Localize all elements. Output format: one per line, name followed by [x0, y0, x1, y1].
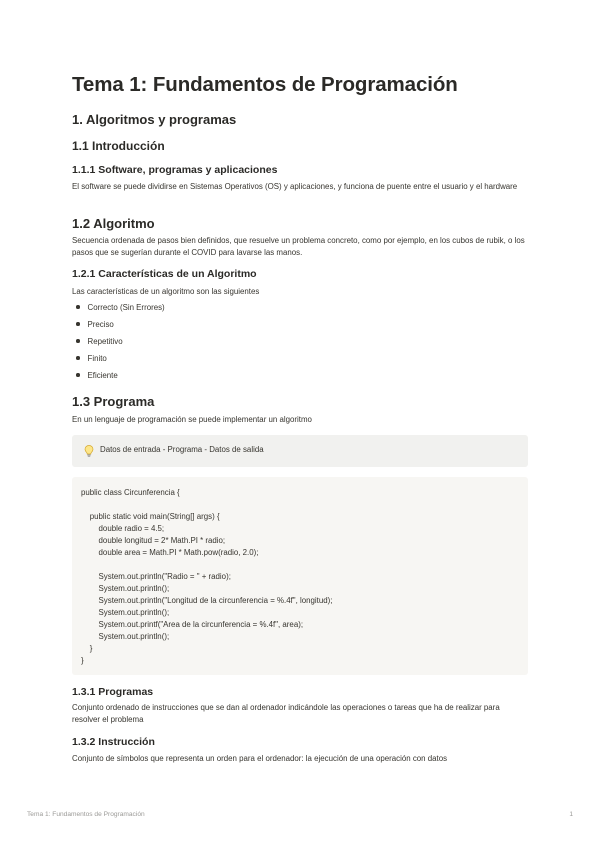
heading-caracteristicas: 1.2.1 Características de un Algoritmo	[72, 268, 257, 280]
list-item: Finito	[72, 354, 107, 363]
heading-programa: 1.3 Programa	[72, 394, 155, 409]
paragraph-programa: En un lenguaje de programación se puede implementar un algoritmo	[72, 415, 312, 424]
page-title: Tema 1: Fundamentos de Programación	[72, 73, 458, 96]
list-item: Preciso	[72, 320, 114, 329]
paragraph-instruccion: Conjunto de símbolos que representa un orden para el ordenador: la ejecución de una operación con datos	[72, 754, 448, 763]
bullet-icon	[76, 305, 80, 309]
code-block	[72, 477, 528, 675]
page-number: 1	[569, 811, 573, 818]
paragraph-programas: Conjunto ordenado de instrucciones que se dan al ordenador indicándole las operaciones o tareas que ha de realizar para resolver el problema	[72, 703, 500, 724]
list-item: Repetitivo	[72, 337, 123, 346]
footer-title: Tema 1: Fundamentos de Programación	[27, 811, 145, 818]
callout-text: Datos de entrada - Programa - Datos de salida	[100, 445, 264, 454]
heading-instruccion: 1.3.2 Instrucción	[72, 736, 155, 748]
callout-box	[72, 435, 528, 467]
list-item: Eficiente	[72, 371, 118, 380]
code-content: public class Circunferencia { public static void main(String[] args) { double radio = 4.5; double longitud = 2* Math.PI * radio; double area = Math.PI * Math.pow(radio, 2.0); System.out.println("Radio = " + radio); System.out.println(); System.out.println("Longitud de la circunferencia = %.4f", longitud); System.out.println(); System.out.printf("Area de la circunferencia = %.4f", area); System.out.println(); } }	[81, 488, 333, 665]
heading-algoritmos-y-programas: 1. Algoritmos y programas	[72, 112, 237, 127]
bullet-icon	[76, 356, 80, 360]
heading-software: 1.1.1 Software, programas y aplicaciones	[72, 164, 278, 176]
heading-algoritmo: 1.2 Algoritmo	[72, 216, 155, 231]
bullet-icon	[76, 322, 80, 326]
bullet-icon	[76, 339, 80, 343]
list-item: Correcto (Sin Errores)	[72, 303, 165, 312]
paragraph-caracteristicas: Las características de un algoritmo son las siguientes	[72, 287, 260, 296]
paragraph-algoritmo: Secuencia ordenada de pasos bien definidos, que resuelve un problema concreto, como por ejemplo, en los cubos de rubik, o los pasos que se sugerían durante el COVID para lavarse las manos.	[72, 236, 525, 257]
lightbulb-icon	[82, 444, 96, 458]
heading-introduccion: 1.1 Introducción	[72, 139, 165, 153]
bullet-icon	[76, 373, 80, 377]
paragraph-software: El software se puede dividirse en Sistemas Operativos (OS) y aplicaciones, y funciona de puente entre el usuario y el hardware	[72, 182, 518, 191]
heading-programas: 1.3.1 Programas	[72, 686, 154, 698]
